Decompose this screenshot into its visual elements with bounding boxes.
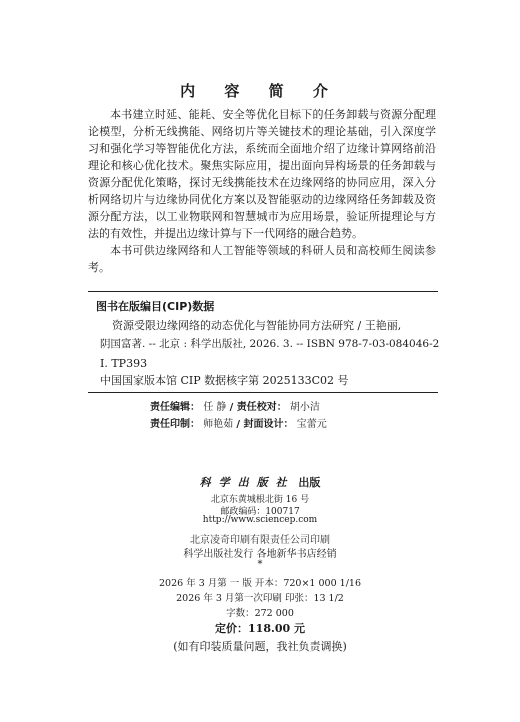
- summary-title: 内 容 简 介: [180, 82, 340, 100]
- cip-title-line: 阴国富著. -- 北京 : 科学出版社, 2026. 3. -- ISBN 978-7-03-084046-2: [100, 338, 440, 350]
- print-supervisor-label: 责任印制：: [150, 419, 200, 430]
- proofreader-name: 胡小洁: [289, 402, 320, 413]
- cover-designer-label: / 封面设计：: [236, 419, 294, 430]
- proofreader-label: / 责任校对：: [229, 402, 287, 413]
- price: 定价：118.00 元: [215, 622, 305, 635]
- cip-classification: Ⅰ. TP393: [100, 357, 148, 370]
- separator-star: *: [257, 559, 263, 570]
- word-count: 字数：272 000: [226, 608, 294, 619]
- distribution-line: 科学出版社发行 各地新华书店经销: [183, 549, 337, 560]
- cip-record-number: 中国国家版本馆 CIP 数据核字第 2025133C02 号: [100, 374, 349, 387]
- editor-label: 责任编辑：: [150, 402, 200, 413]
- cover-designer-name: 宝蕾元: [296, 419, 327, 430]
- summary-paragraph: 本书建立时延、能耗、安全等优化目标下的任务卸载与资源分配理论模型，分析无线携能、网络切片等关键技术的理论基础，引入深度学习和强化学习等智能优化方法，系统而全面地介绍了边缘计算网络前沿理论和核心优化技术。聚焦实际应用，提出面向异构场景的任务卸载与资源分配优化策略，探讨无线携能技术在边缘网络的协同应用，深入分析网络切片与边缘协同优化方案以及智能驱动的边缘网络任务卸载及资源分配方法，以工业物联网和智慧城市为应用场景，验证所提理论与方法的有效性，并提出边缘计算与下一代网络的融合趋势。: [88, 108, 436, 240]
- editor-name: 任 静: [203, 402, 227, 413]
- edition-line: 2026 年 3 月第 一 版 开本：720×1 000 1/16: [159, 578, 361, 589]
- printing-line: 2026 年 3 月第一次印刷 印张：13 1/2: [176, 593, 344, 604]
- summary-paragraph: 本书可供边缘网络和人工智能等领域的科研人员和高校师生阅读参考。: [88, 244, 436, 274]
- publisher-suffix: 出版: [298, 476, 321, 489]
- publisher-postcode: 邮政编码：100717: [220, 507, 300, 517]
- cip-heading: 图书在版编目(CIP)数据: [96, 300, 215, 313]
- credit-line-production: [150, 415, 327, 430]
- publisher-logo: 科学出版社: [199, 476, 295, 489]
- printer-name: 北京凌奇印刷有限责任公司印刷: [190, 535, 330, 546]
- quality-notice: (如有印装质量问题，我社负责调换): [173, 640, 347, 653]
- publisher-address: 北京东黄城根北街 16 号: [210, 495, 310, 505]
- cip-title-line: 资源受限边缘网络的动态优化与智能协同方法研究 / 王艳丽,: [112, 319, 402, 332]
- print-supervisor-name: 师艳茹: [203, 419, 234, 430]
- publisher-imprint: [0, 474, 520, 490]
- credit-line-editors: [150, 398, 320, 413]
- cip-bottom-rule: [88, 392, 438, 393]
- publisher-website: http://www.sciencep.com: [202, 515, 318, 525]
- cip-top-rule: [88, 291, 438, 292]
- summary-body: [88, 106, 436, 276]
